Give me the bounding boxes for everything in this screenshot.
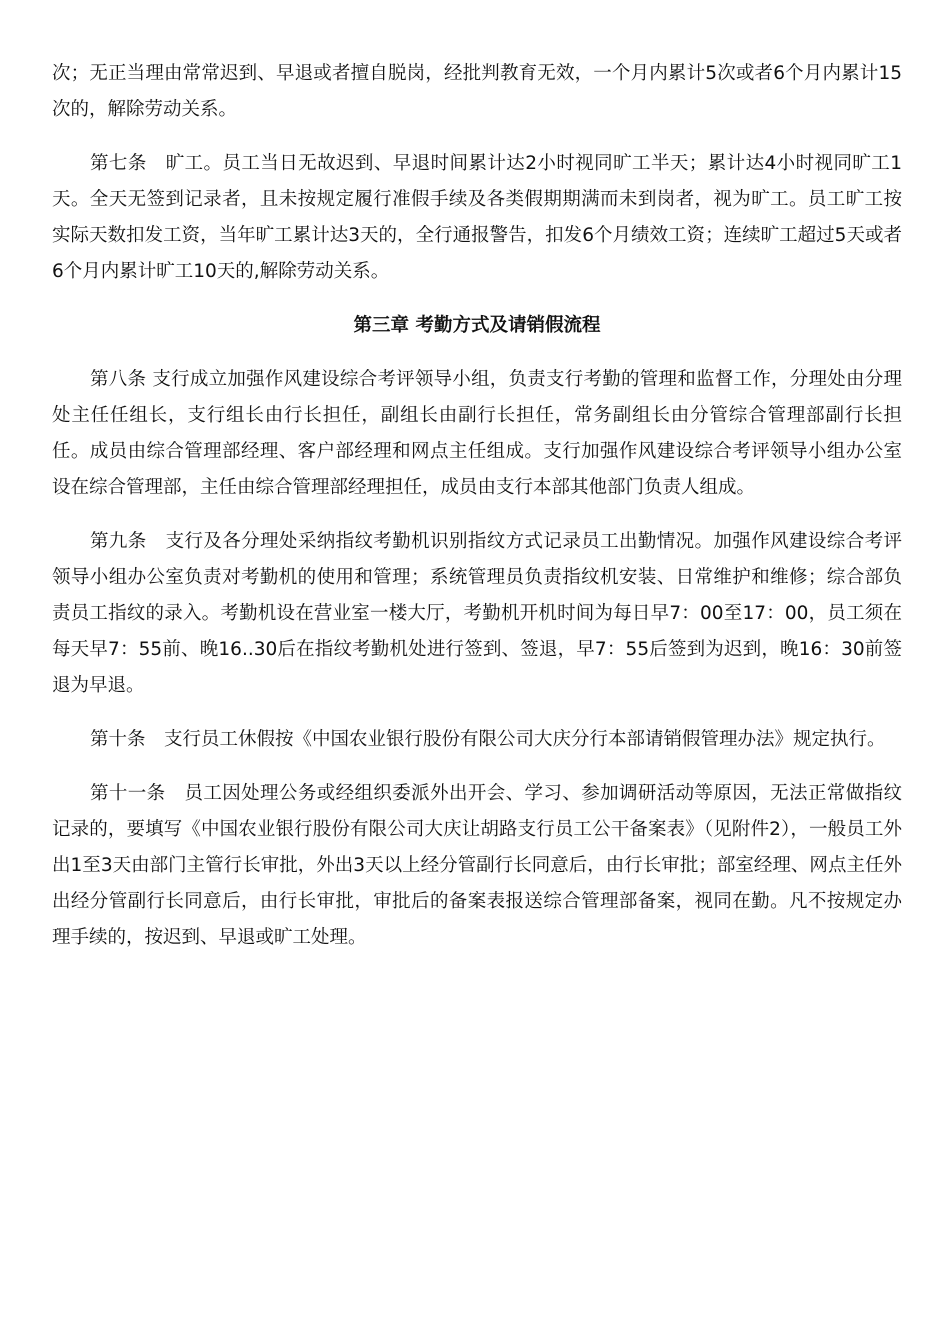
article-9-paragraph: 第九条 支行及各分理处采纳指纹考勤机识别指纹方式记录员工出勤情况。加强作风建设综合考评领导小组办公室负责对考勤机的使用和管理；系统管理员负责指纹机安装、日常维护和维修；综合部负责员工指纹的录入。考勤机设在营业室一楼大厅，考勤机开机时间为每日早7：00至17：00，员工须在每天早7：55前、晚16..30后在指纹考勤机处进行签到、签退，早7：55后签到为迟到，晚16：30前签退为早退。 bbox=[52, 531, 902, 696]
chapter-heading: 第三章 考勤方式及请销假流程 bbox=[353, 315, 601, 336]
paragraph-continuation: 次；无正当理由常常迟到、早退或者擅自脱岗，经批判教育无效，一个月内累计5次或者6个月内累计15次的，解除劳动关系。 bbox=[52, 63, 902, 120]
article-11-paragraph: 第十一条 员工因处理公务或经组织委派外出开会、学习、参加调研活动等原因，无法正常做指纹记录的，要填写《中国农业银行股份有限公司大庆让胡路支行员工公干备案表》（见附件2），一般员工外出1至3天由部门主管行长审批，外出3天以上经分管副行长同意后，由行长审批；部室经理、网点主任外出经分管副行长同意后，由行长审批，审批后的备案表报送综合管理部备案，视同在勤。凡不按规定办理手续的，按迟到、早退或旷工处理。 bbox=[52, 783, 902, 948]
article-10-paragraph: 第十条 支行员工休假按《中国农业银行股份有限公司大庆分行本部请销假管理办法》规定执行。 bbox=[90, 729, 886, 750]
article-7-paragraph: 第七条 旷工。员工当日无故迟到、早退时间累计达2小时视同旷工半天；累计达4小时视同旷工1天。全天无签到记录者，且未按规定履行准假手续及各类假期期满而未到岗者，视为旷工。员工旷工按实际天数扣发工资，当年旷工累计达3天的，全行通报警告，扣发6个月绩效工资；连续旷工超过5天或者6个月内累计旷工10天的,解除劳动关系。 bbox=[52, 153, 902, 282]
article-8-paragraph: 第八条 支行成立加强作风建设综合考评领导小组，负责支行考勤的管理和监督工作，分理处由分理处主任任组长，支行组长由行长担任，副组长由副行长担任，常务副组长由分管综合管理部副行长担任。成员由综合管理部经理、客户部经理和网点主任组成。支行加强作风建设综合考评领导小组办公室设在综合管理部，主任由综合管理部经理担任，成员由支行本部其他部门负责人组成。 bbox=[52, 369, 902, 498]
